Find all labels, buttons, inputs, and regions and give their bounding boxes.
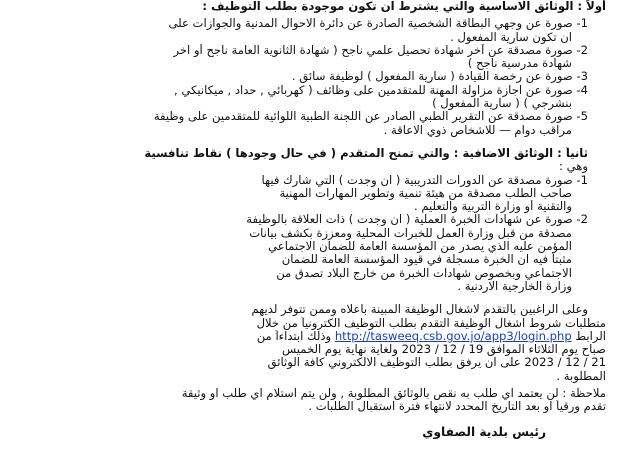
- signature: رئيس بلدية الصفاوي: [422, 425, 546, 439]
- note-section: [6, 387, 606, 414]
- additional-documents-heading-cont: وهي :: [559, 160, 588, 174]
- list-item: 1- صورة عن وجهي البطاقة الشخصية الصادرة عن دائرة الاحوال المدنية والجوازات على: [168, 17, 588, 31]
- notice-link-prefix: الرابط: [575, 329, 606, 343]
- list-item: 1- صورة مصدقة عن الدورات التدريبية ( ان وجدت ) التي شارك فيها: [261, 173, 588, 187]
- list-item: 2- صورة مصدقة عن آخر شهادة تحصيل علمي ناجح ( شهادة الثانوية العامة ناجح أو اخر: [173, 43, 588, 57]
- additional-documents-heading: ثانياً : الوثائق الاضافية : والتي تمنح المتقدم ( في حال وجودها ) نقاط تنافسية: [144, 146, 588, 160]
- list-item-continuation: مراقب دوام — للاشخاص ذوي الاعاقة .: [383, 123, 572, 137]
- notice-line: المطلوبة .: [556, 369, 606, 383]
- note-line: تقدم ورقياً او بعد التاريخ المحدد لانتهاء فترة استقبال الطلبات .: [308, 400, 606, 414]
- list-item: 5- صورة مصدقة عن التقرير الطبي الصادر عن اللجنة الطبية اللوائية للمتقدمين على وظيفة: [153, 110, 588, 124]
- application-notice: [6, 303, 606, 383]
- list-item: 4- صورة عن اجازة مزاولة المهنة للمتقدمين على وظائف ( كهربائي , حداد , ميكانيكي ,: [173, 83, 588, 97]
- note-line: ملاحظة : لن يعتمد اي طلب به نقص بالوثائق المطلوبة , ولن يتم استلام اي طلب او وثيقة: [181, 387, 606, 401]
- list-item: 2- صورة عن شهادات الخبرة العملية ( ان وجدت ) ذات العلاقة بالوظيفة: [246, 213, 588, 227]
- list-item-continuation: ان تكون سارية المفعول .: [450, 30, 572, 44]
- basic-documents-heading: أولاً : الوثائق الاساسية والتي يشترط ان تكون موجودة بطلب التوظيف :: [202, 0, 606, 13]
- notice-line: [6, 330, 606, 343]
- list-item-continuation: مثبتاً فيه ان الخبرة مسجلة في قيود المؤسسة العامة للضمان: [281, 253, 572, 267]
- application-portal-link[interactable]: http://tasweeq.csb.gov.jo/app3/login.php: [334, 329, 572, 343]
- notice-link-suffix: وذلك ابتداءاً من: [256, 329, 332, 343]
- notice-line: متطلبات شروط اشغال الوظيفة التقدم بطلب التوظيف الكترونياً من خلال: [256, 316, 606, 330]
- list-item-continuation: شهادة مدرسية ناجح ): [467, 57, 572, 71]
- list-item-continuation: صاحب الطلب مصدقة من هيئة تنمية وتطوير المهارات المهنية: [279, 186, 572, 200]
- list-item-continuation: الاجتماعي وبخصوص شهادات الخبرة من خارج البلاد تصدق من: [276, 266, 572, 280]
- list-item-continuation: والتقنية أو وزارة التربية والتعليم .: [413, 200, 572, 214]
- notice-line: وعلى الراغبين بالتقدم لاشغال الوظيفة المبينة باعلاه وممن تتوفر لديهم: [251, 303, 588, 317]
- additional-documents-list: [6, 174, 606, 294]
- list-item-continuation: وزارة الخارجية الاردنية .: [457, 279, 572, 293]
- notice-line: 21 / 12 / 2023 على ان يرفق بطلب التوظيف الالكتروني كافة الوثائق: [267, 356, 606, 370]
- list-item-continuation: مصدقة من قبل وزارة العمل للخبرات المحلية ومعززة بكشف بيانات: [249, 226, 572, 240]
- list-item-continuation: المؤمن عليه الذي يصدر من المؤسسة العامة للضمان الاجتماعي: [268, 240, 572, 254]
- list-item-continuation: بنشرجي ) ( سارية المفعول ): [432, 97, 572, 111]
- basic-documents-list: [6, 17, 606, 137]
- list-item: 3- صورة عن رخصة القيادة ( سارية المفعول ) لوظيفة سائق .: [291, 70, 588, 84]
- notice-line: صباح يوم الثلاثاء الموافق 19 / 12 / 2023 ولغاية نهاية يوم الخميس: [282, 343, 606, 357]
